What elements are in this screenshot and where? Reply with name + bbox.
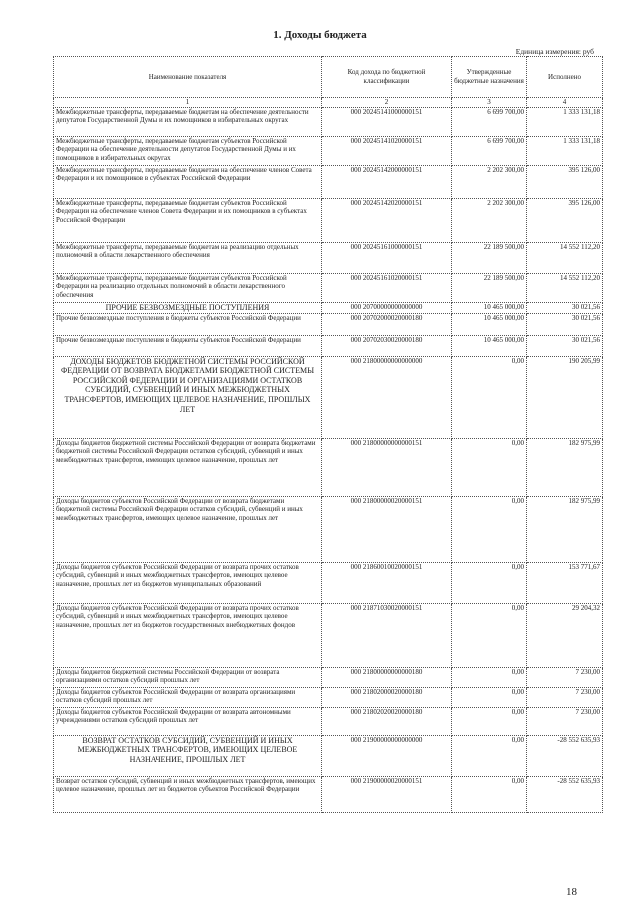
cell-approved: 10 465 000,00 <box>452 335 527 356</box>
header-executed: Исполнено <box>527 57 603 98</box>
cell-code: 000 20245161000000151 <box>322 242 452 273</box>
table-row <box>54 603 603 667</box>
cell-code: 000 20702000020000180 <box>322 313 452 335</box>
cell-approved: 22 189 500,00 <box>452 242 527 273</box>
cell-name: Прочие безвозмездные поступления в бюджеты субъектов Российской Федерации <box>54 335 322 356</box>
cell-name: Прочие безвозмездные поступления в бюджеты субъектов Российской Федерации <box>54 313 322 335</box>
cell-executed: 190 205,99 <box>527 356 603 438</box>
cell-executed: 182 975,99 <box>527 496 603 562</box>
cell-code: 000 20702030020000180 <box>322 335 452 356</box>
cell-executed: 7 230,00 <box>527 707 603 735</box>
cell-executed: 395 126,00 <box>527 165 603 198</box>
cell-name: Доходы бюджетов бюджетной системы Российской Федерации от возврата бюджетами бюджетной системы Российской Федерации остатков субсидий, субвенций и иных межбюджетных трансфертов, имеющих целевое назначение, прошлых лет <box>54 438 322 496</box>
cell-code: 000 21900000000000000 <box>322 735 452 776</box>
col-number: 2 <box>322 98 452 108</box>
table-row <box>54 356 603 438</box>
cell-executed: 153 771,67 <box>527 562 603 603</box>
col-number: 3 <box>452 98 527 108</box>
cell-approved: 0,00 <box>452 707 527 735</box>
page-number: 18 <box>566 886 577 898</box>
cell-code: 000 21800000000000000 <box>322 356 452 438</box>
cell-name: ДОХОДЫ БЮДЖЕТОВ БЮДЖЕТНОЙ СИСТЕМЫ РОССИЙСКОЙ ФЕДЕРАЦИИ ОТ ВОЗВРАТА БЮДЖЕТАМИ БЮДЖЕТНОЙ СИСТЕМЫ РОССИЙСКОЙ ФЕДЕРАЦИИ И ОРГАНИЗАЦИЯМИ ОСТАТКОВ СУБСИДИЙ, СУБВЕНЦИЙ И ИНЫХ МЕЖБЮДЖЕТНЫХ ТРАНСФЕРТОВ, ИМЕЮЩИХ ЦЕЛЕВОЕ НАЗНАЧЕНИЕ, ПРОШЛЫХ ЛЕТ <box>54 356 322 438</box>
cell-name: Доходы бюджетов бюджетной системы Российской Федерации от возврата организациями остатков субсидий прошлых лет <box>54 667 322 687</box>
col-number: 4 <box>527 98 603 108</box>
cell-executed: 29 204,32 <box>527 603 603 667</box>
cell-approved: 0,00 <box>452 496 527 562</box>
table-row <box>54 198 603 242</box>
cell-approved: 0,00 <box>452 735 527 776</box>
cell-code: 000 21800000020000151 <box>322 496 452 562</box>
cell-code: 000 21871030020000151 <box>322 603 452 667</box>
cell-approved: 0,00 <box>452 603 527 667</box>
cell-approved: 10 465 000,00 <box>452 302 527 313</box>
section-title: 1. Доходы бюджета <box>273 29 367 41</box>
table-row <box>54 562 603 603</box>
units-label: Единица измерения: руб <box>515 47 594 56</box>
cell-name: Доходы бюджетов субъектов Российской Федерации от возврата организациями остатков субсидий прошлых лет <box>54 687 322 707</box>
cell-approved: 0,00 <box>452 562 527 603</box>
cell-executed: 30 021,56 <box>527 302 603 313</box>
cell-approved: 0,00 <box>452 776 527 812</box>
cell-executed: 30 021,56 <box>527 313 603 335</box>
table-row <box>54 707 603 735</box>
cell-executed: 395 126,00 <box>527 198 603 242</box>
table-row <box>54 438 603 496</box>
cell-name: Межбюджетные трансферты, передаваемые бюджетам субъектов Российской Федерации на обеспечение деятельности депутатов Государственной Думы и их помощников в избирательных округах <box>54 136 322 165</box>
cell-approved: 0,00 <box>452 356 527 438</box>
cell-executed: -28 552 635,93 <box>527 735 603 776</box>
cell-code: 000 21860010020000151 <box>322 562 452 603</box>
cell-code: 000 21800000000000151 <box>322 438 452 496</box>
cell-name: Доходы бюджетов субъектов Российской Федерации от возврата автономными учреждениями остатков субсидий прошлых лет <box>54 707 322 735</box>
cell-code: 000 21802000020000180 <box>322 687 452 707</box>
table-row <box>54 776 603 812</box>
cell-name: Возврат остатков субсидий, субвенций и иных межбюджетных трансфертов, имеющих целевое назначение, прошлых лет из бюджетов субъектов Российской Федерации <box>54 776 322 812</box>
cell-code: 000 20245142020000151 <box>322 198 452 242</box>
cell-executed: 1 333 131,18 <box>527 107 603 136</box>
cell-executed: 14 552 112,20 <box>527 273 603 302</box>
cell-name: Межбюджетные трансферты, передаваемые бюджетам субъектов Российской Федерации на реализацию отдельных полномочий в области лекарственного обеспечения <box>54 273 322 302</box>
cell-executed: 7 230,00 <box>527 687 603 707</box>
cell-name: Межбюджетные трансферты, передаваемые бюджетам на обеспечение членов Совета Федерации и их помощников в субъектах Российской Федерации <box>54 165 322 198</box>
cell-approved: 0,00 <box>452 667 527 687</box>
table-row <box>54 302 603 313</box>
table-row <box>54 335 603 356</box>
cell-executed: 30 021,56 <box>527 335 603 356</box>
table-row <box>54 136 603 165</box>
cell-executed: 14 552 112,20 <box>527 242 603 273</box>
header-approved: Утвержденные бюджетные назначения <box>452 57 527 98</box>
table-row <box>54 242 603 273</box>
cell-approved: 6 699 700,00 <box>452 107 527 136</box>
cell-name: ВОЗВРАТ ОСТАТКОВ СУБСИДИЙ, СУБВЕНЦИЙ И ИНЫХ МЕЖБЮДЖЕТНЫХ ТРАНСФЕРТОВ, ИМЕЮЩИХ ЦЕЛЕВОЕ НАЗНАЧЕНИЕ, ПРОШЛЫХ ЛЕТ <box>54 735 322 776</box>
cell-name: Межбюджетные трансферты, передаваемые бюджетам субъектов Российской Федерации на обеспечение членов Совета Федерации и их помощников в субъектах Российской Федерации <box>54 198 322 242</box>
cell-approved: 0,00 <box>452 687 527 707</box>
cell-executed: 7 230,00 <box>527 667 603 687</box>
cell-name: Межбюджетные трансферты, передаваемые бюджетам на реализацию отдельных полномочий в области лекарственного обеспечения <box>54 242 322 273</box>
cell-executed: -28 552 635,93 <box>527 776 603 812</box>
table-row <box>54 165 603 198</box>
table-row <box>54 107 603 136</box>
header-name: Наименование показателя <box>54 57 322 98</box>
cell-code: 000 20700000000000000 <box>322 302 452 313</box>
table-row <box>54 496 603 562</box>
cell-approved: 2 202 300,00 <box>452 198 527 242</box>
cell-approved: 2 202 300,00 <box>452 165 527 198</box>
cell-code: 000 20245161020000151 <box>322 273 452 302</box>
cell-approved: 10 465 000,00 <box>452 313 527 335</box>
cell-approved: 22 189 500,00 <box>452 273 527 302</box>
cell-executed: 1 333 131,18 <box>527 136 603 165</box>
cell-code: 000 21900000020000151 <box>322 776 452 812</box>
cell-code: 000 20245141000000151 <box>322 107 452 136</box>
cell-name: ПРОЧИЕ БЕЗВОЗМЕЗДНЫЕ ПОСТУПЛЕНИЯ <box>54 302 322 313</box>
cell-executed: 182 975,99 <box>527 438 603 496</box>
cell-code: 000 20245142000000151 <box>322 165 452 198</box>
cell-name: Межбюджетные трансферты, передаваемые бюджетам на обеспечение деятельности депутатов Государственной Думы и их помощников в избирательных округах <box>54 107 322 136</box>
cell-approved: 0,00 <box>452 438 527 496</box>
table-row <box>54 667 603 687</box>
cell-name: Доходы бюджетов субъектов Российской Федерации от возврата прочих остатков субсидий, субвенций и иных межбюджетных трансфертов, имеющих целевое назначение, прошлых лет из бюджетов государственных внебюджетных фондов <box>54 603 322 667</box>
table-row <box>54 687 603 707</box>
revenue-table <box>53 56 603 813</box>
cell-code: 000 21800000000000180 <box>322 667 452 687</box>
table-row <box>54 735 603 776</box>
table-row <box>54 273 603 302</box>
header-code: Код дохода по бюджетной классификации <box>322 57 452 98</box>
cell-approved: 6 699 700,00 <box>452 136 527 165</box>
col-number: 1 <box>54 98 322 108</box>
cell-code: 000 20245141020000151 <box>322 136 452 165</box>
table-row <box>54 313 603 335</box>
cell-code: 000 21802020020000180 <box>322 707 452 735</box>
cell-name: Доходы бюджетов субъектов Российской Федерации от возврата прочих остатков субсидий, субвенций и иных межбюджетных трансфертов, имеющих целевое назначение, прошлых лет из бюджетов муниципальных образований <box>54 562 322 603</box>
cell-name: Доходы бюджетов субъектов Российской Федерации от возврата бюджетами бюджетной системы Российской Федерации остатков субсидий, субвенций и иных межбюджетных трансфертов, имеющих целевое назначение, прошлых лет <box>54 496 322 562</box>
